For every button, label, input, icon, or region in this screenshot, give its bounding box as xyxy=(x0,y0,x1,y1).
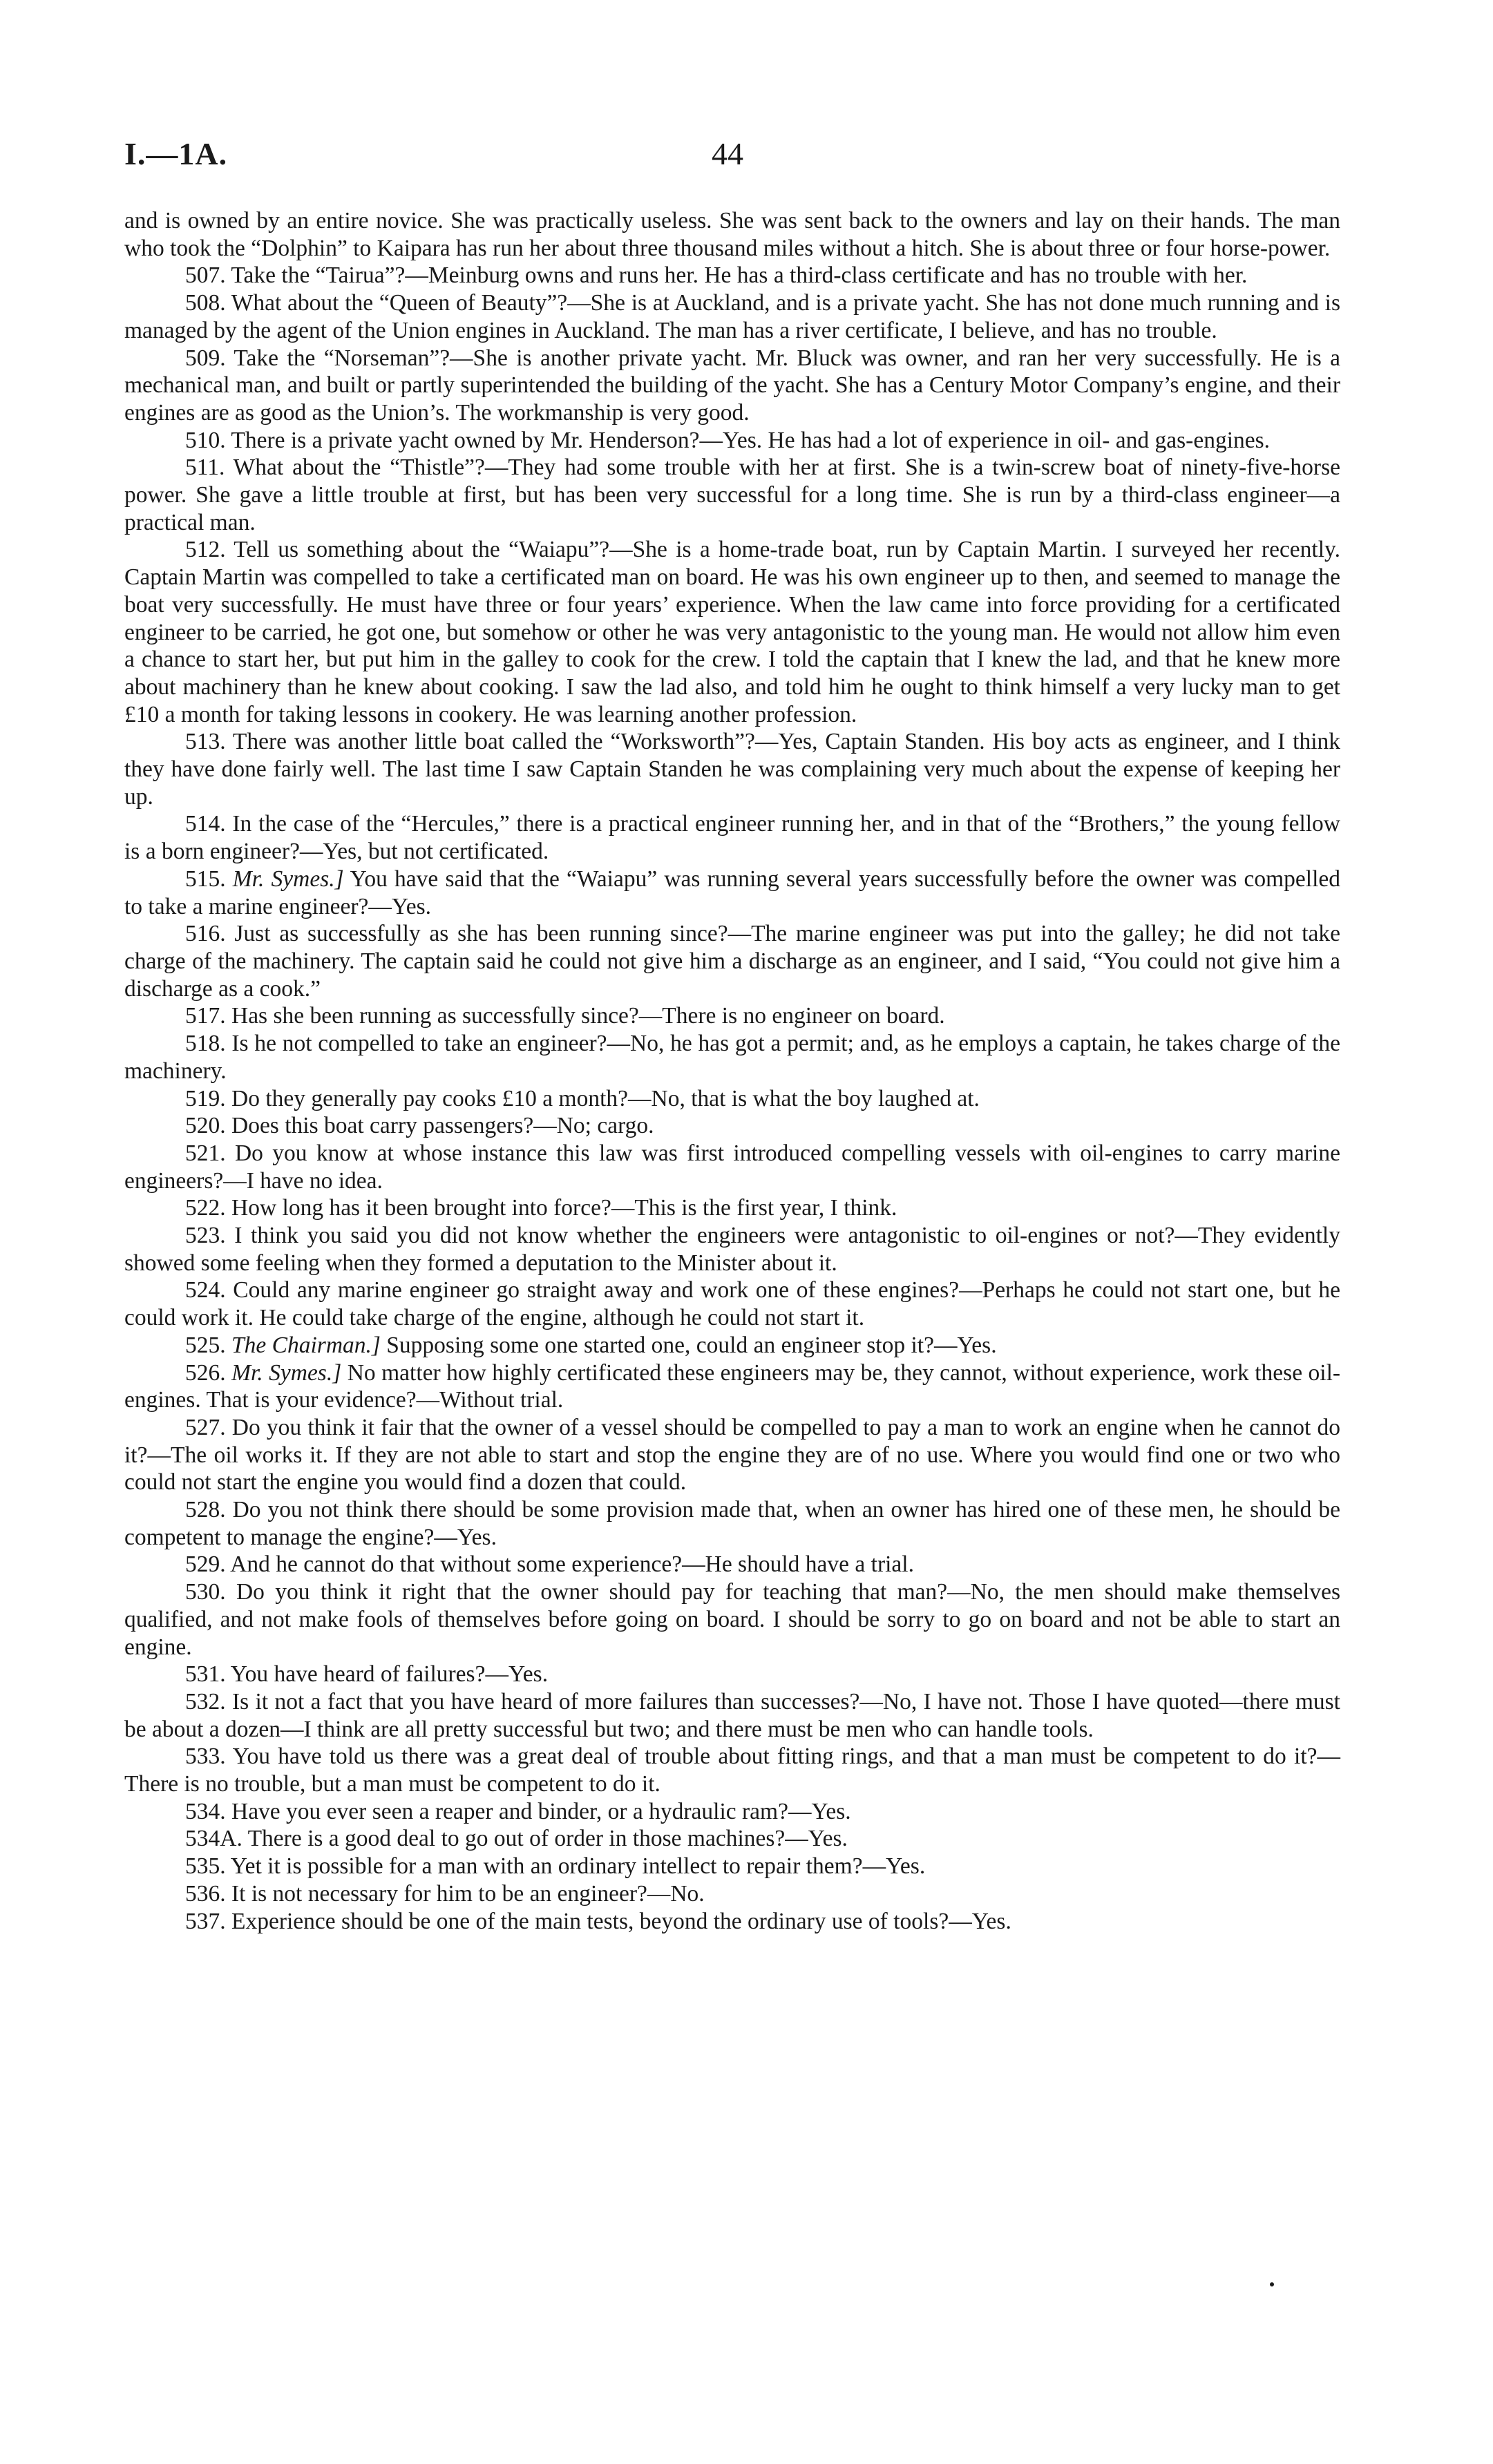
question-534: 534. Have you ever seen a reaper and binder, or a hydraulic ram?—Yes. xyxy=(185,1798,851,1824)
question-509: 509. Take the “Norseman”?—She is another private yacht. Mr. Bluck was owner, and ran her very successfully. He is a mechanical man, and built or partly superintended the building of the yacht. She has a Century Motor Company’s engine, and their engines are as good as the Union’s. The workmanship is very good. xyxy=(124,345,1340,426)
question-529: 529. And he cannot do that without some experience?—He should have a trial. xyxy=(185,1551,914,1578)
question-525 xyxy=(124,1332,1340,1359)
question-519: 519. Do they generally pay cooks £10 a month?—No, that is what the boy laughed at. xyxy=(185,1085,980,1111)
speaker-name: The Chairman.] xyxy=(231,1332,381,1358)
question-518: 518. Is he not compelled to take an engineer?—No, he has got a permit; and, as he employs a captain, he takes charge of the machinery. xyxy=(124,1031,1340,1084)
question-526 xyxy=(124,1359,1340,1414)
question-text: No matter how highly certificated these engineers may be, they cannot, without experience, work these oil-engines. That is your evidence?—Without trial. xyxy=(124,1359,1341,1413)
question-523: 523. I think you said you did not know whether the engineers were antagonistic to oil-engines or not?—They evidently showed some feeling when they formed a deputation to the Minister about it. xyxy=(124,1223,1340,1276)
question-522: 522. How long has it been brought into force?—This is the first year, I think. xyxy=(185,1195,897,1221)
question-number: 515. xyxy=(185,866,226,892)
continued-paragraph: and is owned by an entire novice. She was practically useless. She was sent back to the owners and lay on their hands. The man who took the “Dolphin” to Kaipara has run her about three thousand miles without a hitch. She is about three or four horse-power. xyxy=(124,208,1340,261)
speaker-name: Mr. Symes.] xyxy=(232,866,344,892)
question-537: 537. Experience should be one of the main tests, beyond the ordinary use of tools?—Yes. xyxy=(185,1908,1011,1934)
question-text: You have said that the “Waiapu” was running several years successfully before the owner was compelled to take a marine engineer?—Yes. xyxy=(124,866,1341,919)
page-header xyxy=(124,135,1340,177)
question-number: 526. xyxy=(185,1359,226,1386)
stray-ink-mark xyxy=(1270,2282,1274,2286)
question-515 xyxy=(124,866,1340,920)
question-520: 520. Does this boat carry passengers?—No; cargo. xyxy=(185,1113,654,1139)
evidence-body xyxy=(124,207,1340,1935)
question-534a: 534A. There is a good deal to go out of order in those machines?—Yes. xyxy=(185,1826,848,1852)
parliamentary-paper-reference: I.—1A. xyxy=(124,136,228,171)
question-521: 521. Do you know at whose instance this law was first introduced compelling vessels with oil-engines to carry marine engineers?—I have no idea. xyxy=(124,1140,1340,1194)
question-511: 511. What about the “Thistle”?—They had some trouble with her at first. She is a twin-screw boat of ninety-five-horse power. She gave a little trouble at first, but has been very successful for a long time. She is run by a third-class engineer—a practical man. xyxy=(124,455,1340,535)
question-510: 510. There is a private yacht owned by Mr. Henderson?—Yes. He has had a lot of experience in oil- and gas-engines. xyxy=(185,427,1271,453)
speaker-name: Mr. Symes.] xyxy=(231,1359,342,1386)
question-512: 512. Tell us something about the “Waiapu”?—She is a home-trade boat, run by Captain Martin. I surveyed her recently. Captain Martin was compelled to take a certificated man on board. He was his own engineer up to then, and seemed to manage the boat very successfully. He must have three or four years’ experience. When the law came into force providing for a certificated engineer to be carried, he got one, but somehow or other he was very antagonistic to the young man. He would not allow him even a chance to start her, but put him in the galley to cook for the crew. I told the captain that I knew the lad, and that he knew more about machinery than he knew about cooking. I saw the lad also, and told him he ought to think himself a very lucky man to get £10 a month for taking lessons in cookery. He was learning another profession. xyxy=(124,537,1340,727)
question-524: 524. Could any marine engineer go straight away and work one of these engines?—Perhaps he could not start one, but he could work it. He could take charge of the engine, although he could not start it. xyxy=(124,1277,1340,1331)
question-517: 517. Has she been running as successfully since?—There is no engineer on board. xyxy=(185,1003,945,1029)
page-number: 44 xyxy=(712,136,743,171)
question-532: 532. Is it not a fact that you have heard of more failures than successes?—No, I have not. Those I have quoted—there must be about a dozen—I think are all pretty successful but two; and there must be men who can handle tools. xyxy=(124,1688,1340,1742)
question-535: 535. Yet it is possible for a man with an ordinary intellect to repair them?—Yes. xyxy=(185,1853,926,1880)
question-text: Supposing some one started one, could an engineer stop it?—Yes. xyxy=(386,1332,997,1358)
question-516: 516. Just as successfully as she has been running since?—The marine engineer was put into the galley; he did not take charge of the machinery. The captain said he could not give him a discharge as an engineer, and I said, “You could not give him a discharge as a cook.” xyxy=(124,921,1340,1002)
question-513: 513. There was another little boat called the “Worksworth”?—Yes, Captain Standen. His boy acts as engineer, and I think they have done fairly well. The last time I saw Captain Standen he was complaining very much about the expense of keeping her up. xyxy=(124,729,1340,810)
question-508: 508. What about the “Queen of Beauty”?—She is at Auckland, and is a private yacht. She has not done much running and is managed by the agent of the Union engines in Auckland. The man has a river certificate, I believe, and has no trouble. xyxy=(124,290,1340,343)
question-528: 528. Do you not think there should be some provision made that, when an owner has hired one of these men, he should be competent to manage the engine?—Yes. xyxy=(124,1497,1340,1550)
question-number: 525. xyxy=(185,1332,226,1358)
question-507: 507. Take the “Tairua”?—Meinburg owns and runs her. He has a third-class certificate and has no trouble with her. xyxy=(185,262,1248,289)
question-527: 527. Do you think it fair that the owner of a vessel should be compelled to pay a man to work an engine when he cannot do it?—The oil works it. If they are not able to start and stop the engine they are of no use. Where you would find one or two who could not start the engine you would find a dozen that could. xyxy=(124,1414,1340,1496)
question-514: 514. In the case of the “Hercules,” there is a practical engineer running her, and in that of the “Brothers,” the young fellow is a born engineer?—Yes, but not certificated. xyxy=(124,811,1340,865)
question-530: 530. Do you think it right that the owner should pay for teaching that man?—No, the men should make themselves qualified, and not make fools of themselves before going on board. I should be sorry to go on board and not be able to start an engine. xyxy=(124,1579,1340,1660)
question-536: 536. It is not necessary for him to be an engineer?—No. xyxy=(185,1880,705,1907)
question-533: 533. You have told us there was a great deal of trouble about fitting rings, and that a man must be competent to do it?—There is no trouble, but a man must be competent to do it. xyxy=(124,1744,1340,1797)
question-531: 531. You have heard of failures?—Yes. xyxy=(185,1661,549,1688)
